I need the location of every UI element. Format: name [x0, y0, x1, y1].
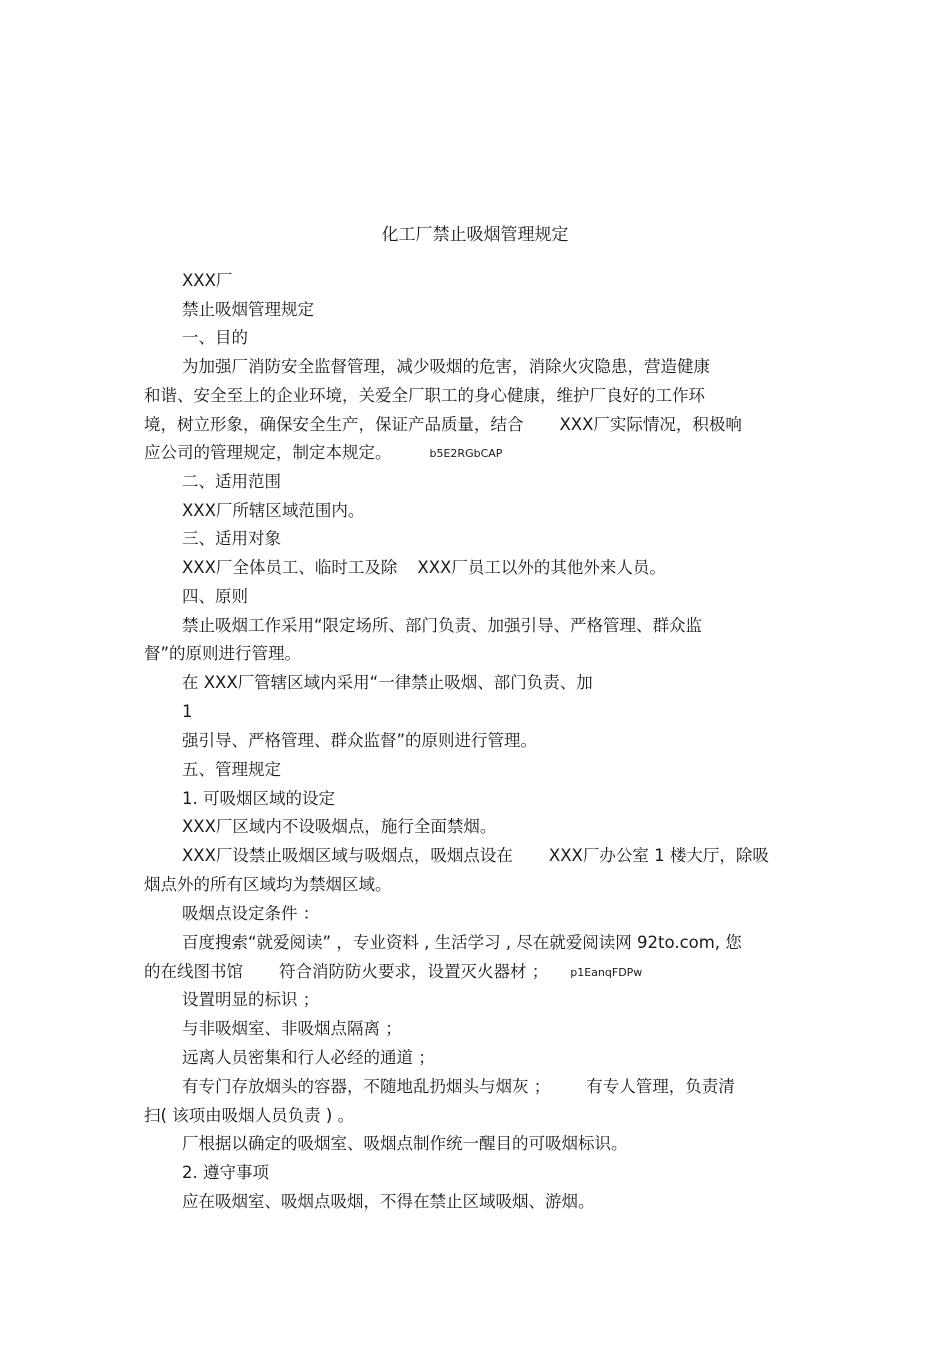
paragraph-line: 和谐、安全至上的企业环境，关爱全厂职工的身心健康，维护厂良好的工作环 — [144, 386, 705, 405]
text-span: 应公司的管理规定，制定本规定。 — [144, 443, 392, 462]
document-title: 化工厂禁止吸烟管理规定 — [381, 225, 569, 245]
text-span: XXX厂实际情况，积极响 — [559, 415, 742, 434]
doc-code: b5E2RGbCAP — [429, 447, 503, 460]
paragraph-line: 百度搜索“就爱阅读” ，专业资料 , 生活学习 , 尽在就爱阅读网 92to.com, 您 — [182, 933, 742, 952]
text-span: 有专门存放烟头的容器，不随地乱扔烟头与烟灰 ； — [182, 1077, 551, 1096]
text-span: XXX厂员工以外的其他外来人员。 — [417, 558, 666, 577]
text-span: XXX厂全体员工、临时工及除 — [182, 558, 398, 577]
list-item: 与非吸烟室、非吸烟点隔离 ； — [182, 1019, 402, 1038]
paragraph-line: 烟点外的所有区域均为禁烟区域。 — [144, 875, 392, 894]
paragraph-line — [182, 844, 769, 868]
paragraph-line: 在 XXX厂管辖区域内采用“一律禁止吸烟、部门负责、加 — [182, 673, 593, 692]
paragraph-line — [144, 960, 642, 985]
text-span: 有专人管理，负责清 — [586, 1077, 735, 1096]
text-span: XXX厂办公室 1 楼大厅，除吸 — [548, 846, 769, 865]
paragraph-line: 为加强厂消防安全监督管理，减少吸烟的危害，消除火灾隐患，营造健康 — [182, 357, 710, 376]
page-number: 1 — [182, 702, 193, 721]
paragraph-line: 督”的原则进行管理。 — [144, 644, 302, 663]
paragraph-line: 扫( 该项由吸烟人员负责 ) 。 — [144, 1106, 355, 1125]
paragraph-line: 应在吸烟室、吸烟点吸烟，不得在禁止区域吸烟、游烟。 — [182, 1192, 595, 1211]
section-heading-rules: 五、管理规定 — [182, 760, 281, 779]
section-heading-scope: 二、适用范围 — [182, 472, 281, 491]
factory-name: XXX厂 — [182, 271, 233, 290]
regulation-subtitle: 禁止吸烟管理规定 — [182, 300, 314, 319]
paragraph-line — [144, 413, 742, 437]
text-span: 境，树立形象，确保安全生产，保证产品质量，结合 — [144, 415, 524, 434]
paragraph-line: 禁止吸烟工作采用“限定场所、部门负责、加强引导、严格管理、群众监 — [182, 616, 703, 635]
subsection-heading: 1. 可吸烟区域的设定 — [182, 789, 335, 808]
section-heading-principle: 四、原则 — [182, 587, 248, 606]
paragraph-line: XXX厂所辖区域范围内。 — [182, 501, 365, 520]
doc-code: p1EanqFDPw — [570, 966, 643, 979]
list-item: 远离人员密集和行人必经的通道 ； — [182, 1048, 435, 1067]
paragraph-line — [182, 556, 666, 580]
paragraph-line: 吸烟点设定条件 ： — [182, 904, 320, 923]
text-span: XXX厂设禁止吸烟区域与吸烟点，吸烟点设在 — [182, 846, 513, 865]
text-span: 的在线图书馆 — [144, 962, 243, 981]
paragraph-line — [144, 441, 502, 466]
list-item — [182, 1075, 735, 1099]
list-item: 设置明显的标识 ； — [182, 990, 320, 1009]
section-heading-purpose: 一、目的 — [182, 328, 248, 347]
text-span: 符合消防防火要求，设置灭火器材 ； — [279, 962, 549, 981]
paragraph-line: 强引导、严格管理、群众监督”的原则进行管理。 — [182, 731, 538, 750]
section-heading-target: 三、适用对象 — [182, 529, 281, 548]
paragraph-line: XXX厂区域内不设吸烟点，施行全面禁烟。 — [182, 817, 497, 836]
subsection-heading: 2. 遵守事项 — [182, 1163, 269, 1182]
paragraph-line: 厂根据以确定的吸烟室、吸烟点制作统一醒目的可吸烟标识。 — [182, 1134, 628, 1153]
